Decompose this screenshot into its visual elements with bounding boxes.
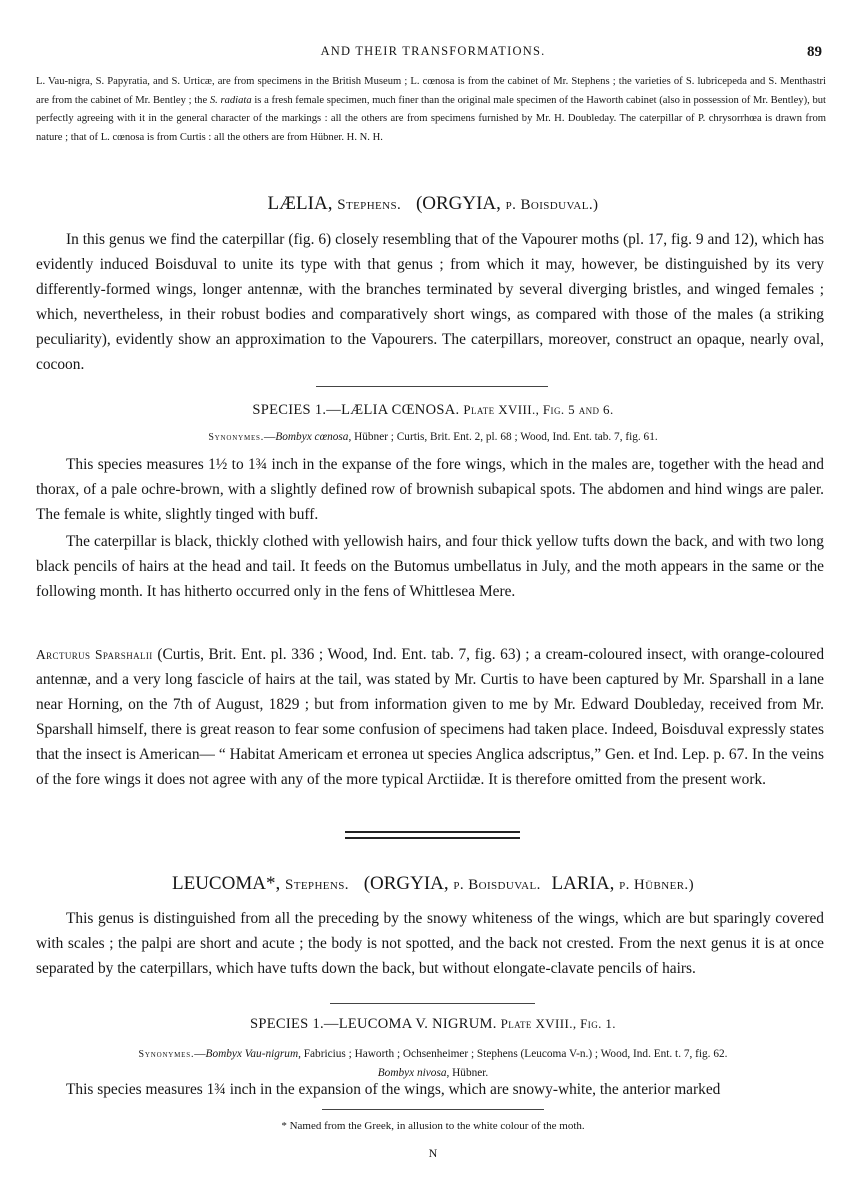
synonym-italic-2: Bombyx nivosa xyxy=(377,1067,447,1079)
genus-name: LEUCOMA*, xyxy=(172,873,285,894)
arcturus-text: (Curtis, Brit. Ent. pl. 336 ; Wood, Ind. Ent. tab. 7, fig. 63) ; a cream-coloured insect, with orange-coloured antennæ, and a very long fascicle of hairs at the tail, was stated by Mr. Curtis to have been captured by Mr. Sparshall in a lane near Horning, on the 7th of August, 1829 ; but from information given to me by Mr. Edward Doubleday, received from Mr. Sparshall himself, there is great reason to fear some confusion of specimens had taken place. Indeed, Boisduval expressly states that the insect is American— “ Habitat Americam et erronea ut species Anglica adscriptus,” Gen. et Ind. Lep. p. 67. In the veins of the fore wings it does not agree with any of the more typical Arctiidæ. It is therefore omitted from the present work. xyxy=(36,646,825,788)
alt-genus-name: (ORGYIA, xyxy=(358,873,454,894)
species-title: SPECIES 1.—LÆLIA CŒNOSA. xyxy=(252,402,464,418)
genus-author: Stephens. xyxy=(337,197,402,213)
laelia-genus-description: In this genus we find the caterpillar (fig. 6) closely resembling that of the Vapourer moths (pl. 17, fig. 9 and 12), which has evidently induced Boisduval to unite its type with that genus ; from which it may, however, be distinguished by its very differently-formed wings, longer antennæ, with the branches terminated by several diverging bristles, and winged females ; which, nevertheless, in their robust bodies and comparatively short wings, as compared with those of the males (a striking peculiarity), evidently show an approximation to the Vapourers. The caterpillars, moreover, construct an opaque, nearly oval, cocoon. xyxy=(36,231,824,373)
leucoma-species-heading xyxy=(0,1016,866,1033)
alt-genus-name-2: LARIA, xyxy=(546,873,620,894)
laelia-species-heading xyxy=(0,402,866,419)
synonym-italic: Bombyx cœnosa xyxy=(275,431,349,443)
leucoma-description-para: This species measures 1¾ inch in the expansion of the wings, which are snowy-white, the anterior marked xyxy=(66,1081,721,1098)
arcturus-para xyxy=(36,643,824,792)
running-title: AND THEIR TRANSFORMATIONS. xyxy=(320,44,546,58)
synonym-citations: , Hübner ; Curtis, Brit. Ent. 2, pl. 68 ; Wood, Ind. Ent. tab. 7, fig. 61. xyxy=(348,431,658,443)
note-italic-name: S. radiata xyxy=(209,94,252,106)
synonym-italic: Bombyx Vau-nigrum xyxy=(205,1048,299,1060)
genus-author: Stephens. xyxy=(284,877,349,893)
page-number: 89 xyxy=(807,44,822,60)
synonym-citations-2: , Hübner. xyxy=(446,1067,489,1079)
laelia-genus-heading xyxy=(0,193,866,215)
alt-genus-author: p. Boisduval. xyxy=(453,877,541,893)
specimen-note xyxy=(36,73,826,147)
note-text-2: is a fresh female specimen, much finer than the original male specimen of the Haworth cabinet (also in possession of Mr. Bentley), but perfectly agreeing with it in the general character of the markings : all the others are from specimens furnished by Mr. H. Doubleday. The caterpillar of P. chrysorrhœa is drawn from nature ; that of L. cœnosa is from Curtis : all the others are from Hübner. H. N. H. xyxy=(36,94,826,143)
laelia-caterpillar-para: The caterpillar is black, thickly clothed with yellowish hairs, and four thick yellow tufts down the back, and with two long black pencils of hairs at the head and tail. It feeds on the Butomus umbellatus in July, and the moth appears in the same or the following month. It has hitherto occurred only in the fens of Whittlesea Mere. xyxy=(36,533,824,600)
plate-reference: Plate XVIII., Fig. 1. xyxy=(500,1016,616,1031)
section-divider xyxy=(316,386,548,387)
alt-genus-name: (ORGYIA, xyxy=(415,193,506,214)
section-divider xyxy=(330,1003,535,1004)
laelia-synonyms xyxy=(0,431,866,443)
synonyms-label: Synonymes. xyxy=(138,1049,195,1060)
heading-gap xyxy=(401,193,406,214)
synonyms-dash: — xyxy=(194,1048,206,1060)
synonyms-label: Synonymes. xyxy=(208,432,265,443)
synonyms-dash: — xyxy=(264,431,276,443)
alt-genus-author-2: p. Hübner.) xyxy=(619,877,694,893)
species-title: SPECIES 1.—LEUCOMA V. NIGRUM. xyxy=(250,1016,501,1032)
double-rule-divider xyxy=(345,831,520,839)
plate-reference: Plate XVIII., Fig. 5 and 6. xyxy=(463,402,614,417)
synonym-citations: , Fabricius ; Haworth ; Ochsenheimer ; Stephens (Leucoma V-n.) ; Wood, Ind. Ent. t. 7, fig. 62. xyxy=(298,1048,728,1060)
leucoma-genus-description: This genus is distinguished from all the preceding by the snowy whiteness of the wings, which are but sparingly covered with scales ; the palpi are short and acute ; the body is not spotted, and the back not crested. From the next genus it is at once separated by the caterpillars, which have tufts down the back, but without elongate-clavate pencils of hairs. xyxy=(36,910,824,977)
genus-name: LÆLIA, xyxy=(267,193,338,214)
alt-genus-author: p. Boisduval.) xyxy=(505,197,599,213)
laelia-description-para: This species measures 1½ to 1¾ inch in the expanse of the fore wings, which in the males are, together with the head and thorax, of a pale ochre-brown, with a slightly defined row of brownish subapical spots. The abdomen and hind wings are paler. The female is white, slightly tinged with buff. xyxy=(36,456,824,523)
arcturus-name: Arcturus Sparshalii xyxy=(36,647,153,662)
signature-mark: N xyxy=(428,1146,438,1160)
leucoma-synonyms xyxy=(0,1045,866,1082)
leucoma-genus-heading xyxy=(0,873,866,895)
footnote: * Named from the Greek, in allusion to the white colour of the moth. xyxy=(281,1120,585,1132)
footnote-rule xyxy=(322,1109,544,1110)
note-text-1: L. Vau-nigra, S. Papyratia, and S. Urticæ, are from specimens in the British Museum ; L. cœnosa is from the cabinet of Mr. Stephens ; the varieties of S. lubricepeda and S. Menthastri are from the cabinet of Mr. Bentley ; the xyxy=(36,76,826,106)
